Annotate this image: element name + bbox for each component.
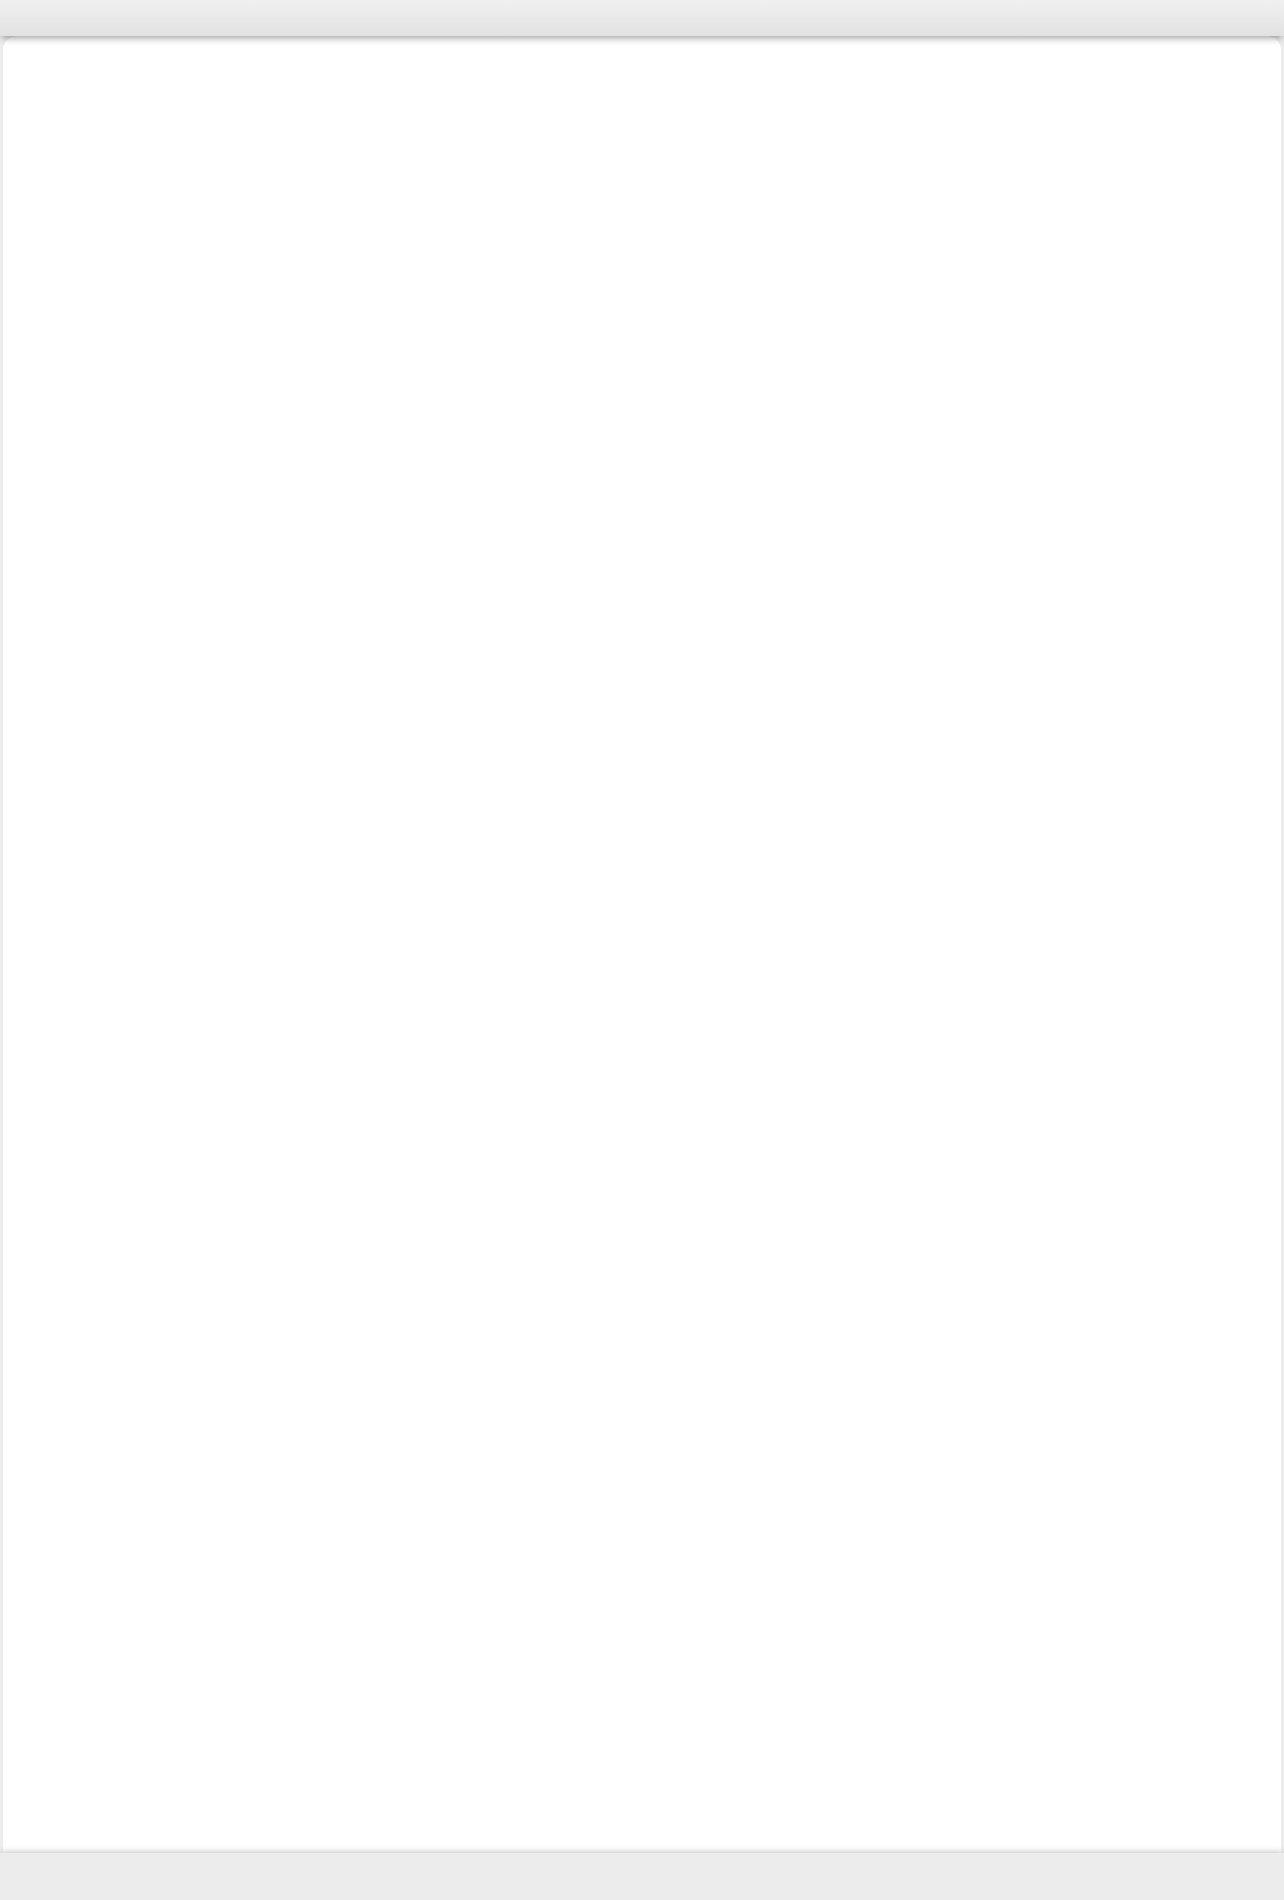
viewer-top-band	[0, 0, 1284, 36]
viewer-bottom-band	[0, 1853, 1284, 1900]
document-page	[3, 36, 1281, 1853]
